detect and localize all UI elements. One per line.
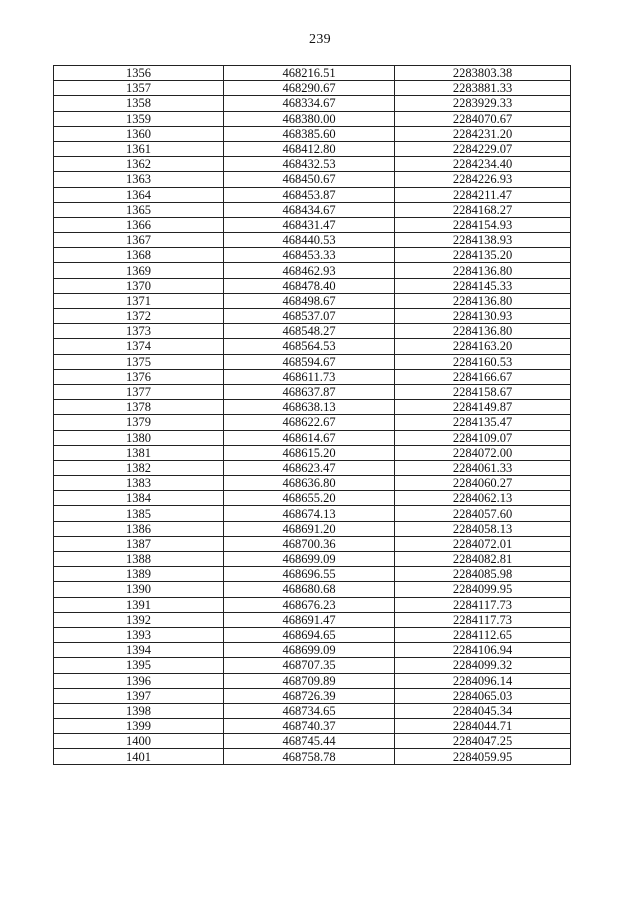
point-number-cell: 1381 (54, 445, 224, 460)
x-coordinate-cell: 468453.33 (224, 248, 395, 263)
table-row (54, 506, 571, 521)
x-coordinate-cell: 468498.67 (224, 293, 395, 308)
y-coordinate-cell: 2284168.27 (395, 202, 571, 217)
x-coordinate-cell: 468564.53 (224, 339, 395, 354)
y-coordinate-cell: 2284072.01 (395, 536, 571, 551)
table-row (54, 430, 571, 445)
y-coordinate-cell: 2284211.47 (395, 187, 571, 202)
point-number-cell: 1370 (54, 278, 224, 293)
point-number-cell: 1384 (54, 491, 224, 506)
table-row (54, 460, 571, 475)
point-number-cell: 1369 (54, 263, 224, 278)
x-coordinate-cell: 468745.44 (224, 734, 395, 749)
point-number-cell: 1363 (54, 172, 224, 187)
table-row (54, 582, 571, 597)
x-coordinate-cell: 468726.39 (224, 688, 395, 703)
y-coordinate-cell: 2284229.07 (395, 141, 571, 156)
table-row (54, 309, 571, 324)
x-coordinate-cell: 468478.40 (224, 278, 395, 293)
y-coordinate-cell: 2284135.47 (395, 415, 571, 430)
y-coordinate-cell: 2284145.33 (395, 278, 571, 293)
y-coordinate-cell: 2284117.73 (395, 612, 571, 627)
point-number-cell: 1389 (54, 567, 224, 582)
point-number-cell: 1358 (54, 96, 224, 111)
point-number-cell: 1385 (54, 506, 224, 521)
point-number-cell: 1357 (54, 81, 224, 96)
x-coordinate-cell: 468537.07 (224, 309, 395, 324)
x-coordinate-cell: 468691.20 (224, 521, 395, 536)
x-coordinate-cell: 468623.47 (224, 460, 395, 475)
y-coordinate-cell: 2284166.67 (395, 369, 571, 384)
x-coordinate-cell: 468700.36 (224, 536, 395, 551)
table-row (54, 126, 571, 141)
table-row (54, 415, 571, 430)
table-row (54, 202, 571, 217)
x-coordinate-cell: 468450.67 (224, 172, 395, 187)
point-number-cell: 1392 (54, 612, 224, 627)
y-coordinate-cell: 2284135.20 (395, 248, 571, 263)
x-coordinate-cell: 468462.93 (224, 263, 395, 278)
x-coordinate-cell: 468432.53 (224, 157, 395, 172)
table-row (54, 141, 571, 156)
point-number-cell: 1376 (54, 369, 224, 384)
coordinates-table (53, 65, 571, 765)
x-coordinate-cell: 468385.60 (224, 126, 395, 141)
x-coordinate-cell: 468709.89 (224, 673, 395, 688)
y-coordinate-cell: 2284117.73 (395, 597, 571, 612)
y-coordinate-cell: 2284045.34 (395, 703, 571, 718)
table-row (54, 81, 571, 96)
table-row (54, 324, 571, 339)
point-number-cell: 1371 (54, 293, 224, 308)
point-number-cell: 1386 (54, 521, 224, 536)
point-number-cell: 1360 (54, 126, 224, 141)
table-row (54, 658, 571, 673)
point-number-cell: 1397 (54, 688, 224, 703)
y-coordinate-cell: 2284136.80 (395, 324, 571, 339)
y-coordinate-cell: 2284062.13 (395, 491, 571, 506)
table-row (54, 354, 571, 369)
point-number-cell: 1394 (54, 643, 224, 658)
y-coordinate-cell: 2284057.60 (395, 506, 571, 521)
point-number-cell: 1377 (54, 384, 224, 399)
point-number-cell: 1391 (54, 597, 224, 612)
y-coordinate-cell: 2284234.40 (395, 157, 571, 172)
y-coordinate-cell: 2284226.93 (395, 172, 571, 187)
y-coordinate-cell: 2284106.94 (395, 643, 571, 658)
point-number-cell: 1390 (54, 582, 224, 597)
x-coordinate-cell: 468734.65 (224, 703, 395, 718)
x-coordinate-cell: 468614.67 (224, 430, 395, 445)
y-coordinate-cell: 2284160.53 (395, 354, 571, 369)
point-number-cell: 1361 (54, 141, 224, 156)
point-number-cell: 1359 (54, 111, 224, 126)
point-number-cell: 1387 (54, 536, 224, 551)
x-coordinate-cell: 468548.27 (224, 324, 395, 339)
y-coordinate-cell: 2284044.71 (395, 719, 571, 734)
table-row (54, 703, 571, 718)
point-number-cell: 1383 (54, 476, 224, 491)
x-coordinate-cell: 468637.87 (224, 384, 395, 399)
table-row (54, 293, 571, 308)
table-row (54, 749, 571, 764)
table-row (54, 597, 571, 612)
table-row (54, 612, 571, 627)
x-coordinate-cell: 468434.67 (224, 202, 395, 217)
table-row (54, 719, 571, 734)
y-coordinate-cell: 2284154.93 (395, 217, 571, 232)
x-coordinate-cell: 468611.73 (224, 369, 395, 384)
y-coordinate-cell: 2284136.80 (395, 263, 571, 278)
x-coordinate-cell: 468380.00 (224, 111, 395, 126)
point-number-cell: 1362 (54, 157, 224, 172)
x-coordinate-cell: 468696.55 (224, 567, 395, 582)
table-row (54, 627, 571, 642)
table-row (54, 536, 571, 551)
table-row (54, 96, 571, 111)
point-number-cell: 1378 (54, 400, 224, 415)
point-number-cell: 1373 (54, 324, 224, 339)
x-coordinate-cell: 468412.80 (224, 141, 395, 156)
x-coordinate-cell: 468694.65 (224, 627, 395, 642)
point-number-cell: 1400 (54, 734, 224, 749)
x-coordinate-cell: 468615.20 (224, 445, 395, 460)
y-coordinate-cell: 2284163.20 (395, 339, 571, 354)
point-number-cell: 1393 (54, 627, 224, 642)
y-coordinate-cell: 2284096.14 (395, 673, 571, 688)
table-row (54, 172, 571, 187)
table-row (54, 66, 571, 81)
x-coordinate-cell: 468453.87 (224, 187, 395, 202)
x-coordinate-cell: 468431.47 (224, 217, 395, 232)
y-coordinate-cell: 2284138.93 (395, 233, 571, 248)
table-row (54, 476, 571, 491)
y-coordinate-cell: 2284130.93 (395, 309, 571, 324)
point-number-cell: 1365 (54, 202, 224, 217)
table-row (54, 567, 571, 582)
point-number-cell: 1401 (54, 749, 224, 764)
y-coordinate-cell: 2284158.67 (395, 384, 571, 399)
coordinates-table-body (54, 66, 571, 765)
y-coordinate-cell: 2284070.67 (395, 111, 571, 126)
table-row (54, 233, 571, 248)
point-number-cell: 1375 (54, 354, 224, 369)
y-coordinate-cell: 2284231.20 (395, 126, 571, 141)
x-coordinate-cell: 468707.35 (224, 658, 395, 673)
point-number-cell: 1364 (54, 187, 224, 202)
y-coordinate-cell: 2284112.65 (395, 627, 571, 642)
table-row (54, 521, 571, 536)
table-row (54, 339, 571, 354)
y-coordinate-cell: 2284149.87 (395, 400, 571, 415)
point-number-cell: 1374 (54, 339, 224, 354)
point-number-cell: 1379 (54, 415, 224, 430)
point-number-cell: 1388 (54, 552, 224, 567)
point-number-cell: 1367 (54, 233, 224, 248)
page-number: 239 (309, 32, 331, 47)
x-coordinate-cell: 468699.09 (224, 552, 395, 567)
table-row (54, 369, 571, 384)
table-row (54, 445, 571, 460)
table-row (54, 111, 571, 126)
x-coordinate-cell: 468740.37 (224, 719, 395, 734)
table-row (54, 278, 571, 293)
table-row (54, 217, 571, 232)
point-number-cell: 1396 (54, 673, 224, 688)
x-coordinate-cell: 468216.51 (224, 66, 395, 81)
y-coordinate-cell: 2284047.25 (395, 734, 571, 749)
x-coordinate-cell: 468758.78 (224, 749, 395, 764)
x-coordinate-cell: 468622.67 (224, 415, 395, 430)
table-row (54, 400, 571, 415)
table-row (54, 643, 571, 658)
y-coordinate-cell: 2284072.00 (395, 445, 571, 460)
x-coordinate-cell: 468638.13 (224, 400, 395, 415)
y-coordinate-cell: 2283881.33 (395, 81, 571, 96)
y-coordinate-cell: 2284136.80 (395, 293, 571, 308)
y-coordinate-cell: 2284099.32 (395, 658, 571, 673)
y-coordinate-cell: 2284061.33 (395, 460, 571, 475)
y-coordinate-cell: 2283803.38 (395, 66, 571, 81)
y-coordinate-cell: 2284060.27 (395, 476, 571, 491)
x-coordinate-cell: 468680.68 (224, 582, 395, 597)
table-row (54, 673, 571, 688)
y-coordinate-cell: 2284085.98 (395, 567, 571, 582)
point-number-cell: 1395 (54, 658, 224, 673)
point-number-cell: 1399 (54, 719, 224, 734)
x-coordinate-cell: 468676.23 (224, 597, 395, 612)
table-row (54, 187, 571, 202)
y-coordinate-cell: 2284109.07 (395, 430, 571, 445)
x-coordinate-cell: 468699.09 (224, 643, 395, 658)
table-row (54, 263, 571, 278)
y-coordinate-cell: 2283929.33 (395, 96, 571, 111)
y-coordinate-cell: 2284065.03 (395, 688, 571, 703)
table-row (54, 491, 571, 506)
point-number-cell: 1366 (54, 217, 224, 232)
point-number-cell: 1356 (54, 66, 224, 81)
y-coordinate-cell: 2284099.95 (395, 582, 571, 597)
table-row (54, 688, 571, 703)
table-row (54, 248, 571, 263)
x-coordinate-cell: 468594.67 (224, 354, 395, 369)
point-number-cell: 1368 (54, 248, 224, 263)
x-coordinate-cell: 468655.20 (224, 491, 395, 506)
x-coordinate-cell: 468636.80 (224, 476, 395, 491)
x-coordinate-cell: 468290.67 (224, 81, 395, 96)
point-number-cell: 1380 (54, 430, 224, 445)
point-number-cell: 1398 (54, 703, 224, 718)
x-coordinate-cell: 468691.47 (224, 612, 395, 627)
table-row (54, 734, 571, 749)
point-number-cell: 1372 (54, 309, 224, 324)
table-row (54, 384, 571, 399)
y-coordinate-cell: 2284058.13 (395, 521, 571, 536)
y-coordinate-cell: 2284082.81 (395, 552, 571, 567)
table-row (54, 157, 571, 172)
table-row (54, 552, 571, 567)
x-coordinate-cell: 468674.13 (224, 506, 395, 521)
point-number-cell: 1382 (54, 460, 224, 475)
x-coordinate-cell: 468440.53 (224, 233, 395, 248)
x-coordinate-cell: 468334.67 (224, 96, 395, 111)
y-coordinate-cell: 2284059.95 (395, 749, 571, 764)
